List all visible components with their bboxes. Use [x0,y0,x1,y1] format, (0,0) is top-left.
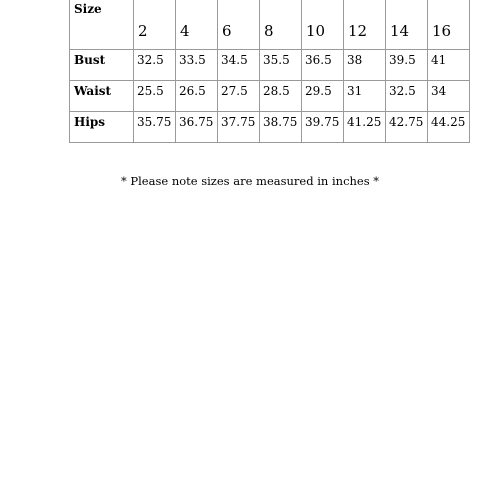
hips-value: 36.75 [176,112,218,143]
hips-value: 42.75 [386,112,428,143]
waist-value: 29.5 [302,81,344,112]
hips-value: 37.75 [218,112,260,143]
bust-value: 34.5 [218,50,260,81]
size-header-label: Size [70,0,134,50]
size-header-row [70,0,470,50]
waist-value: 27.5 [218,81,260,112]
hips-value: 35.75 [134,112,176,143]
bust-value: 32.5 [134,50,176,81]
waist-value: 26.5 [176,81,218,112]
waist-row [70,81,470,112]
bust-value: 41 [428,50,470,81]
bust-label: Bust [70,50,134,81]
size-14: 14 [386,0,428,50]
bust-value: 33.5 [176,50,218,81]
bust-value: 36.5 [302,50,344,81]
waist-value: 31 [344,81,386,112]
hips-value: 39.75 [302,112,344,143]
bust-value: 38 [344,50,386,81]
hips-value: 38.75 [260,112,302,143]
waist-value: 32.5 [386,81,428,112]
waist-value: 34 [428,81,470,112]
waist-value: 28.5 [260,81,302,112]
measurement-note: * Please note sizes are measured in inches * [120,174,380,188]
size-2: 2 [134,0,176,50]
bust-value: 35.5 [260,50,302,81]
size-12: 12 [344,0,386,50]
waist-value: 25.5 [134,81,176,112]
hips-label: Hips [70,112,134,143]
size-8: 8 [260,0,302,50]
size-chart-table [69,0,470,143]
hips-value: 41.25 [344,112,386,143]
hips-value: 44.25 [428,112,470,143]
size-4: 4 [176,0,218,50]
bust-value: 39.5 [386,50,428,81]
waist-label: Waist [70,81,134,112]
size-10: 10 [302,0,344,50]
bust-row [70,50,470,81]
size-16: 16 [428,0,470,50]
size-6: 6 [218,0,260,50]
hips-row [70,112,470,143]
